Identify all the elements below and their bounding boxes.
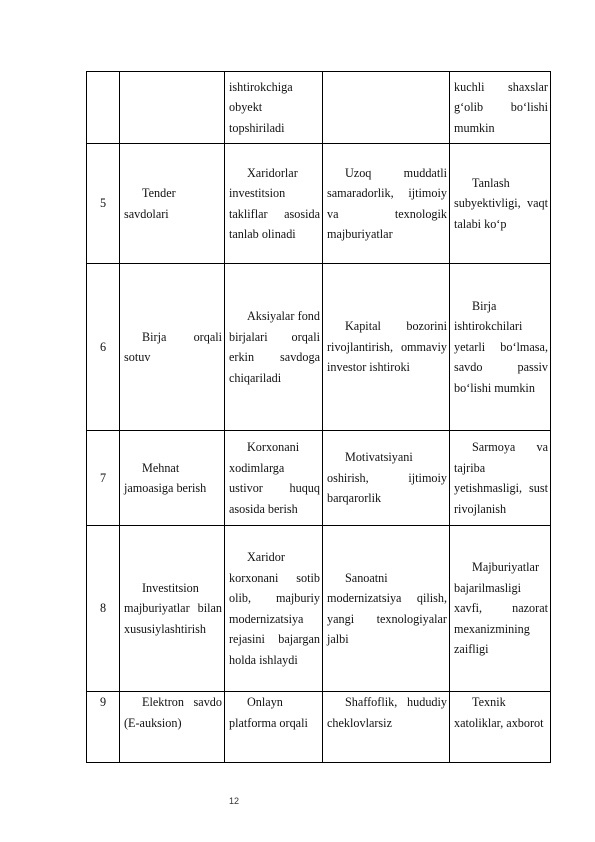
advantages-cell: Uzoq muddatli samaradorlik, ijtimoiy va texnologik majburiyatlar bbox=[323, 144, 450, 264]
mechanism-cell: Aksiyalar fond birjalari orqali erkin savdoga chiqariladi bbox=[225, 264, 323, 431]
table-row bbox=[87, 264, 551, 431]
table-row bbox=[87, 72, 551, 144]
table-row bbox=[87, 144, 551, 264]
method-cell: Tender savdolari bbox=[120, 144, 225, 264]
row-number: 9 bbox=[87, 692, 120, 763]
advantages-cell: Shaffoflik, hududiy cheklovlarsiz bbox=[323, 692, 450, 763]
disadvantages-cell: kuchli shaxslar g‘olib bo‘lishi mumkin bbox=[450, 72, 551, 144]
row-number: 7 bbox=[87, 431, 120, 526]
row-number: 5 bbox=[87, 144, 120, 264]
comparison-table bbox=[86, 71, 551, 763]
page-number: 12 bbox=[229, 796, 240, 806]
method-cell bbox=[120, 72, 225, 144]
disadvantages-cell: Tanlash subyektivligi, vaqt talabi ko‘p bbox=[450, 144, 551, 264]
method-cell: Birja orqali sotuv bbox=[120, 264, 225, 431]
method-cell: Elektron savdo (E-auksion) bbox=[120, 692, 225, 763]
advantages-cell: Sanoatni modernizatsiya qilish, yangi texnologiyalar jalbi bbox=[323, 526, 450, 692]
mechanism-cell: Xaridor korxonani sotib olib, majburiy modernizatsiya rejasini bajargan holda ishlaydi bbox=[225, 526, 323, 692]
row-number: 6 bbox=[87, 264, 120, 431]
table-row bbox=[87, 692, 551, 763]
row-number bbox=[87, 72, 120, 144]
method-cell: Investitsion majburiyatlar bilan xususiylashtirish bbox=[120, 526, 225, 692]
disadvantages-cell: Texnik xatoliklar, axborot bbox=[450, 692, 551, 763]
disadvantages-cell: Sarmoya va tajriba yetishmasligi, sust rivojlanish bbox=[450, 431, 551, 526]
mechanism-cell: Xaridorlar investitsion takliflar asosida tanlab olinadi bbox=[225, 144, 323, 264]
disadvantages-cell: Birja ishtirokchilari yetarli bo‘lmasa, savdo passiv bo‘lishi mumkin bbox=[450, 264, 551, 431]
table-row bbox=[87, 526, 551, 692]
row-number: 8 bbox=[87, 526, 120, 692]
table-row bbox=[87, 431, 551, 526]
advantages-cell: Motivatsiyani oshirish, ijtimoiy barqarorlik bbox=[323, 431, 450, 526]
mechanism-cell: ishtirokchiga obyekt topshiriladi bbox=[225, 72, 323, 144]
method-cell: Mehnat jamoasiga berish bbox=[120, 431, 225, 526]
advantages-cell bbox=[323, 72, 450, 144]
disadvantages-cell: Majburiyatlar bajarilmasligi xavfi, nazorat mexanizmining zaifligi bbox=[450, 526, 551, 692]
advantages-cell: Kapital bozorini rivojlantirish, ommaviy investor ishtiroki bbox=[323, 264, 450, 431]
mechanism-cell: Onlayn platforma orqali bbox=[225, 692, 323, 763]
mechanism-cell: Korxonani xodimlarga ustivor huquq asosida berish bbox=[225, 431, 323, 526]
